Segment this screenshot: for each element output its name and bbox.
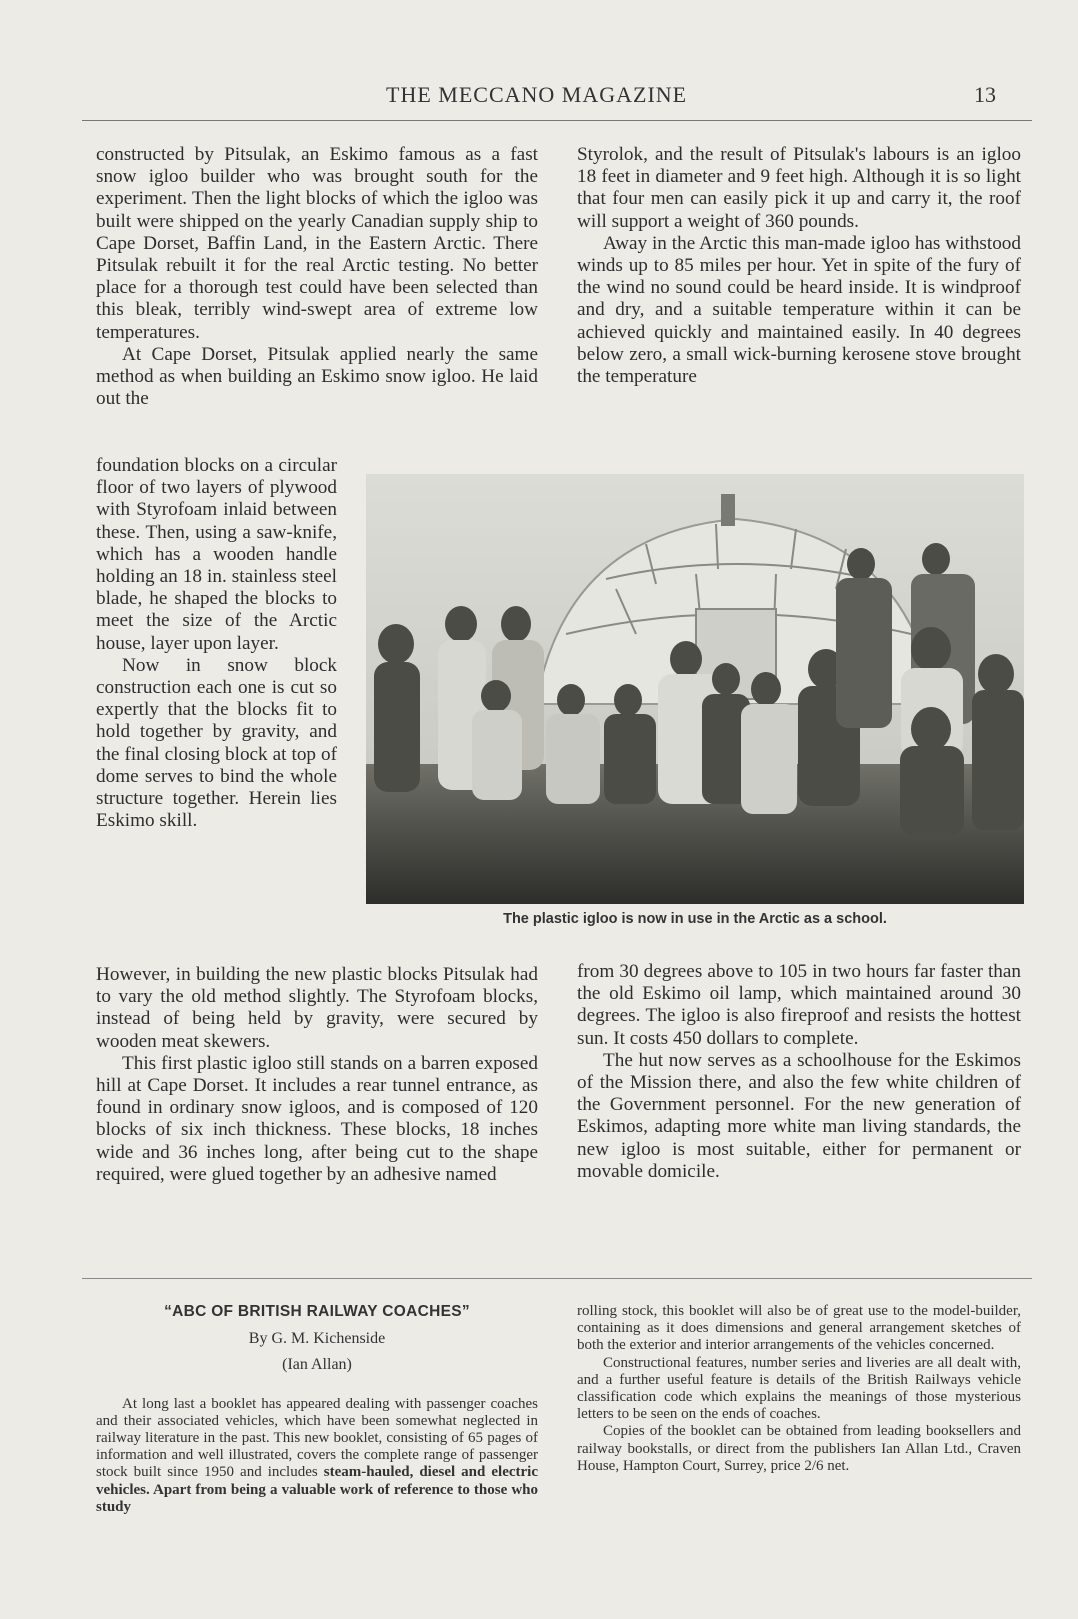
article-paragraph: However, in building the new plastic blocks Pitsulak had to vary the old method slightly. The Styrofoam blocks, instead of being held by gravity, were secured by wooden meat skewers.	[96, 964, 538, 1052]
magazine-title: THE MECCANO MAGAZINE	[386, 82, 688, 107]
review-paragraph: rolling stock, this booklet will also be of great use to the model-builder, containing as it does dimensions and general arrangement sketches of both the exterior and interior arrangements of the vehicles concerned.	[577, 1303, 1021, 1354]
review-title: “ABC OF BRITISH RAILWAY COACHES”	[164, 1303, 470, 1320]
book-review-column-2	[577, 1303, 1021, 1475]
article-paragraph: This first plastic igloo still stands on a barren exposed hill at Cape Dorset. It includes a rear tunnel entrance, as found in ordinary snow igloos, and is composed of 120 blocks of six inch thickness. These blocks, 18 inches wide and 36 inches long, after being cut to the shape required, were glued together by an adhesive named	[96, 1052, 538, 1185]
photo-caption: The plastic igloo is now in use in the Arctic as a school.	[503, 911, 887, 927]
review-author: By G. M. Kichenside	[248, 1330, 386, 1348]
section-rule	[82, 1278, 1032, 1279]
article-paragraph: Away in the Arctic this man-made igloo has withstood winds up to 85 miles per hour. Yet in spite of the fury of the wind no sound could be heard inside. It is windproof and dry, and a suitable temperature within it can be achieved quickly and maintained easily. In 40 degrees below zero, a small wick-burning kerosene stove brought the temperature	[577, 232, 1021, 388]
article-paragraph: Now in snow block construction each one is cut so expertly that the blocks fit to hold together by gravity, and the final closing block at top of dome serves to bind the whole structure together. Herein lies Eskimo skill.	[96, 654, 337, 832]
review-paragraph: Copies of the booklet can be obtained from leading booksellers and railway bookstalls, or direct from the publishers Ian Allan Ltd., Craven House, Hampton Court, Surrey, price 2/6 net.	[577, 1423, 1021, 1474]
page-header	[0, 82, 1078, 114]
page-number: 13	[974, 82, 996, 107]
review-paragraph: Constructional features, number series and liveries are all dealt with, and a further useful feature is details of the British Railways vehicle classification code which explains the meanings of those mysterious letters to be seen on the ends of coaches.	[577, 1354, 1021, 1423]
review-text: At long last a booklet has appeared dealing with passenger coaches and their associated vehicles, which have been somewhat neglected in railway literature in the past. This new booklet, consisting of 65 pages of information and well illustrated, covers the complete range of passenger stock built since 1950 and includes	[96, 1395, 538, 1481]
header-rule	[82, 120, 1032, 121]
article-column-2-top	[577, 144, 1021, 388]
article-paragraph: Styrolok, and the result of Pitsulak's labours is an igloo 18 feet in diameter and 9 feet high. Although it is so light that four men can easily pick it up and carry it, the roof will support a weight of 360 pounds.	[577, 144, 1021, 232]
article-paragraph: The hut now serves as a schoolhouse for the Eskimos of the Mission there, and also the few white children of the Government personnel. For the new generation of Eskimos, adapting more white man living standards, the new igloo is most suitable, either for permanent or movable domicile.	[577, 1049, 1021, 1182]
review-publisher: (Ian Allan)	[282, 1356, 352, 1374]
article-column-1-narrow	[96, 455, 337, 832]
article-column-2-bottom	[577, 961, 1021, 1183]
article-column-1-bottom	[96, 964, 538, 1186]
igloo-school-photo	[366, 474, 1024, 904]
article-paragraph: At Cape Dorset, Pitsulak applied nearly the same method as when building an Eskimo snow igloo. He laid out the	[96, 343, 538, 410]
photo-illustration	[366, 474, 1024, 904]
review-text-bold: steam-hauled, diesel and electric vehicles. Apart from being a valuable work of reference to those who study	[96, 1464, 538, 1515]
review-paragraph	[96, 1396, 538, 1516]
article-column-1-top	[96, 144, 538, 410]
book-review-column-1	[96, 1303, 538, 1516]
article-paragraph: foundation blocks on a circular floor of two layers of plywood with Styrofoam inlaid between these. Then, using a saw-knife, which has a wooden handle holding an 18 in. stainless steel blade, he shaped the blocks to meet the size of the Arctic house, layer upon layer.	[96, 455, 337, 654]
article-paragraph: from 30 degrees above to 105 in two hours far faster than the old Eskimo oil lamp, which maintained around 30 degrees. The igloo is also fireproof and resists the hottest sun. It costs 450 dollars to complete.	[577, 961, 1021, 1049]
article-paragraph: constructed by Pitsulak, an Eskimo famous as a fast snow igloo builder who was brought south for the experiment. Then the light blocks of which the igloo was built were shipped on the yearly Canadian supply ship to Cape Dorset, Baffin Land, in the Eastern Arctic. There Pitsulak rebuilt it for the real Arctic testing. No better place for a thorough test could have been selected than this bleak, terribly wind-swept area of extreme low temperatures.	[96, 144, 538, 343]
